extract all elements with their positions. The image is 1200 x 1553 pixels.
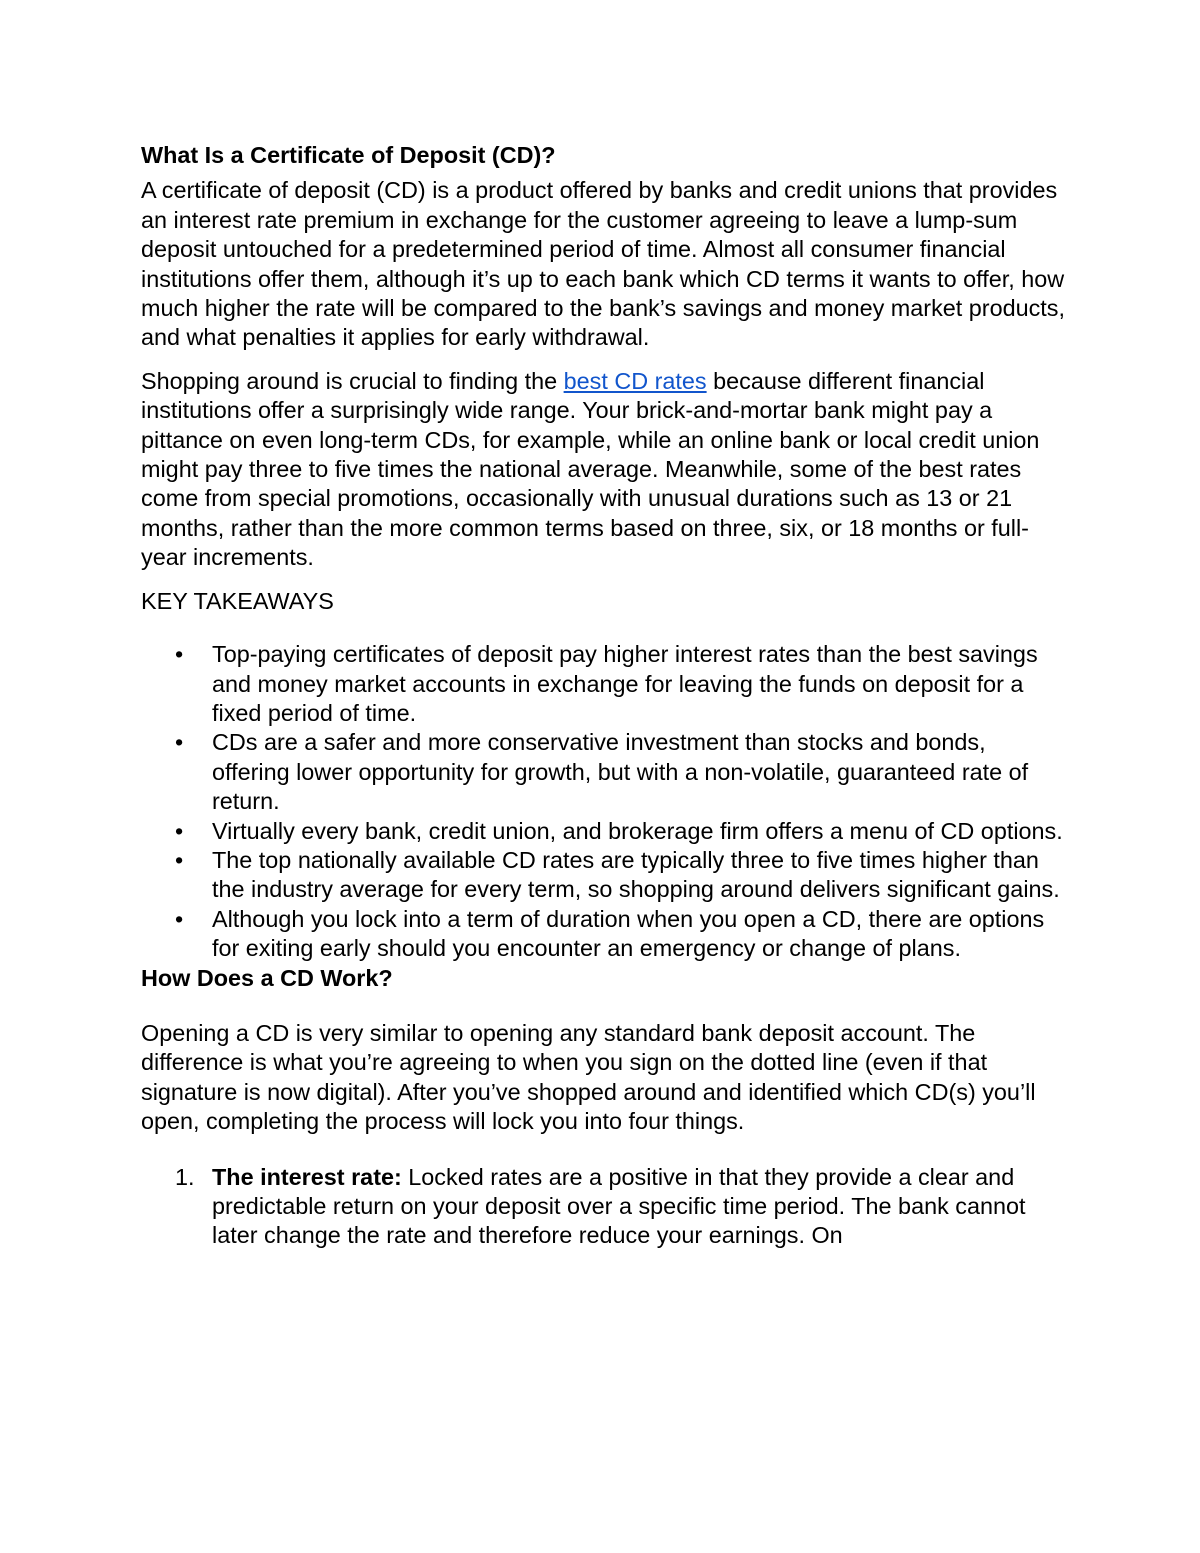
- how-cd-works-heading: How Does a CD Work?: [141, 964, 393, 991]
- takeaway-text: CDs are a safer and more conservative investment than stocks and bonds, offering lower opportunity for growth, but with a non-volatile, guaranteed rate of return.: [212, 729, 1029, 815]
- bullet-icon: •: [175, 641, 184, 668]
- document-title: What Is a Certificate of Deposit (CD)?: [141, 142, 556, 168]
- takeaway-item: [175, 846, 1066, 905]
- shopping-text-after-link: because different financial institutions offer a surprisingly wide range. Your brick-and-mortar bank might pay a pittance on even long-term CDs, for example, while an online bank or local credit union might pay three to five times the national average. Meanwhile, some of the best rates come from special promotions, occasionally with unusual durations such as 13 or 21 months, rather than the more common terms based on three, six, or 18 months or full-year increments.: [141, 367, 1040, 571]
- item-label: The interest rate:: [212, 1163, 402, 1190]
- bullet-icon: •: [175, 846, 184, 873]
- how-cd-works-paragraph: Opening a CD is very similar to opening any standard bank deposit account. The difference is what you’re agreeing to when you sign on the dotted line (even if that signature is now digital). After you’ve shopped around and identified which CD(s) you’ll open, completing the process will lock you into four things.: [141, 1019, 1036, 1135]
- document-page: [141, 141, 1066, 1251]
- four-things-list: [141, 1163, 1066, 1251]
- numbered-item: [175, 1163, 1066, 1251]
- intro-paragraph: A certificate of deposit (CD) is a product offered by banks and credit unions that provides an interest rate premium in exchange for the customer agreeing to leave a lump-sum deposit untouched for a predetermined period of time. Almost all consumer financial institutions offer them, although it’s up to each bank which CD terms it wants to offer, how much higher the rate will be compared to the bank’s savings and money market products, and what penalties it applies for early withdrawal.: [141, 177, 1065, 351]
- takeaway-item: [175, 640, 1066, 728]
- item-text: Locked rates are a positive in that they provide a clear and predictable return on your deposit over a specific time period. The bank cannot later change the rate and therefore reduce your earnings. On: [212, 1163, 1026, 1249]
- bullet-icon: •: [175, 817, 184, 844]
- bullet-icon: •: [175, 729, 184, 756]
- takeaway-text: Top-paying certificates of deposit pay higher interest rates than the best savings and money market accounts in exchange for leaving the funds on deposit for a fixed period of time.: [212, 641, 1038, 726]
- takeaway-item: [175, 905, 1066, 964]
- best-cd-rates-link[interactable]: best CD rates: [563, 367, 707, 394]
- takeaway-text: The top nationally available CD rates are typically three to five times higher than the industry average for every term, so shopping around delivers significant gains.: [212, 846, 1060, 903]
- takeaway-text: Although you lock into a term of duration when you open a CD, there are options for exiting early should you encounter an emergency or change of plans.: [212, 905, 1045, 962]
- key-takeaways-list: [141, 640, 1066, 963]
- bullet-icon: •: [175, 905, 184, 932]
- takeaway-item: [175, 817, 1066, 846]
- key-takeaways-heading: KEY TAKEAWAYS: [141, 587, 334, 614]
- item-number: 1.: [175, 1163, 195, 1190]
- shopping-text-before-link: Shopping around is crucial to finding the: [141, 367, 564, 394]
- shopping-paragraph: [141, 367, 1066, 573]
- takeaway-item: [175, 728, 1066, 816]
- takeaway-text: Virtually every bank, credit union, and brokerage firm offers a menu of CD options.: [212, 817, 1063, 844]
